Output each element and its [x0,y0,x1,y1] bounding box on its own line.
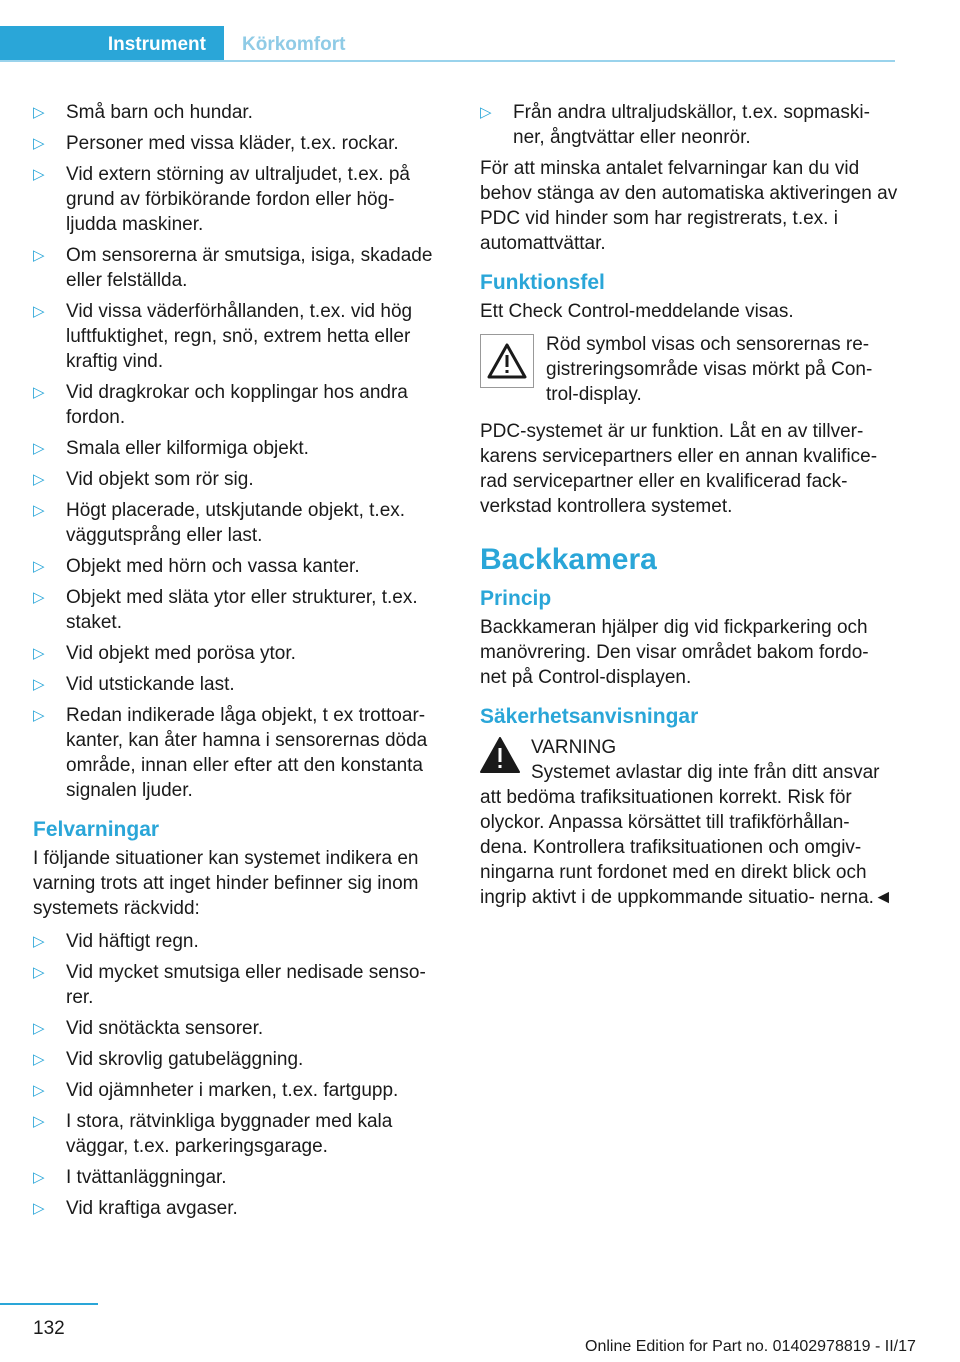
list-item-text: Små barn och hundar. [66,102,253,123]
list-item [33,1196,448,1221]
list-item-text: Vid extern störning av ultraljudet, t.ex. på grund av förbikörande fordon eller hög‐ ljudda maskiner. [66,164,410,235]
bullet-triangle-icon: ▷ [33,104,45,121]
heading-princip: Princip [480,587,552,610]
funktionsfel-text: Ett Check Control-meddelande visas. [480,301,794,322]
list-item [33,436,448,461]
bullet-triangle-icon: ▷ [33,589,45,606]
funktionsfel-service-text: PDC-systemet är ur funktion. Låt en av tillver‐ karens servicepartners eller en annan kvalifice‐ rad servicepartner eller en kvalificerad fack‐ verkstad kontrollera systemet. [480,421,878,517]
list-item-text: Vid dragkrokar och kopplingar hos andra fordon. [66,382,408,428]
tab-korkomfort[interactable]: Körkomfort [242,34,346,55]
list-item-text: Vid mycket smutsiga eller nedisade senso‐ rer. [66,962,426,1008]
bullet-triangle-icon: ▷ [33,964,45,981]
list-item [33,703,448,803]
heading-backkamera: Backkamera [480,543,657,576]
bullet-triangle-icon: ▷ [33,558,45,575]
pdc-paragraph: För att minska antalet felvarningar kan du vid behov stänga av den automatiska aktiveringen av PDC vid hinder som har registrerats, t.ex. i automattvättar. [480,158,898,254]
bullet-triangle-icon: ▷ [33,166,45,183]
list-item-text: Vid skrovlig gatubeläggning. [66,1049,304,1070]
list-item [33,1047,448,1072]
bullet-triangle-icon: ▷ [33,247,45,264]
list-item-text: Objekt med hörn och vassa kanter. [66,556,360,577]
warning-triangle-icon [480,334,534,388]
list-item [33,960,448,1010]
list-item-text: Objekt med släta ytor eller strukturer, t.ex. staket. [66,587,418,633]
list-item-text: Smala eller kilformiga objekt. [66,438,309,459]
bullet-triangle-icon: ▷ [33,933,45,950]
list-item [33,1016,448,1041]
page-header [0,0,960,62]
bullet-triangle-icon: ▷ [33,1169,45,1186]
list-item [33,554,448,579]
bullet-triangle-icon: ▷ [480,104,492,121]
felvarningar-intro: I följande situationer kan systemet indikera en varning trots att inget hinder befinner sig inom systemets räckvidd: [33,848,419,919]
list-item-text: Vid objekt med porösa ytor. [66,643,296,664]
left-column [33,100,448,1227]
warning-block [480,735,898,910]
list-item [33,498,448,548]
bullet-triangle-icon: ▷ [33,676,45,693]
list-item-text: Personer med vissa kläder, t.ex. rockar. [66,133,399,154]
header-divider [0,60,895,62]
tab-instrument[interactable] [0,26,224,62]
page-number: 132 [33,1318,65,1339]
bullet-triangle-icon: ▷ [33,303,45,320]
list-item [33,1165,448,1190]
list-item [33,929,448,954]
bullet-triangle-icon: ▷ [33,384,45,401]
list-item [33,672,448,697]
list-item-text: Vid objekt som rör sig. [66,469,254,490]
bullet-triangle-icon: ▷ [33,1051,45,1068]
footer-divider [0,1303,98,1305]
bullet-triangle-icon: ▷ [33,1082,45,1099]
list-item-text: Från andra ultraljudskällor, t.ex. sopmaski‐ ner, ångtvättar eller neonrör. [513,102,870,148]
list-item-text: Högt placerade, utskjutande objekt, t.ex. väggutsprång eller last. [66,500,406,546]
bullet-triangle-icon: ▷ [33,135,45,152]
warning-filled-icon [480,737,520,780]
list-item [33,162,448,237]
list-item-text: Vid utstickande last. [66,674,235,695]
list-item-text: Vid vissa väderförhållanden, t.ex. vid hög luftfuktighet, regn, snö, extrem hetta eller kraftig vind. [66,301,413,372]
list-item-text: Redan indikerade låga objekt, t ex trottoar‐ kanter, kan åter hamna i sensorernas döda område, innan eller efter att den konstanta signalen ljuder. [66,705,428,801]
bullet-triangle-icon: ▷ [33,471,45,488]
list-item-text: Vid häftigt regn. [66,931,199,952]
red-symbol-note [480,332,898,407]
edition-text: Online Edition for Part no. 01402978819 - II/17 [585,1338,916,1355]
list-item [33,299,448,374]
princip-text: Backkameran hjälper dig vid fickparkering och manövrering. Den visar området bakom fordo‐ net på Control-displayen. [480,617,869,688]
list-item [33,243,448,293]
bullet-triangle-icon: ▷ [33,1113,45,1130]
list-item-text: I stora, rätvinkliga byggnader med kala väggar, t.ex. parkeringsgarage. [66,1111,393,1157]
bullet-triangle-icon: ▷ [33,707,45,724]
bullet-triangle-icon: ▷ [33,1200,45,1217]
list-item [33,585,448,635]
warning-text-first: Systemet avlastar dig inte från ditt ansvar [531,762,880,783]
bullet-triangle-icon: ▷ [33,440,45,457]
list-item [33,131,448,156]
list-item [33,1078,448,1103]
bullet-triangle-icon: ▷ [33,645,45,662]
bullet-triangle-icon: ▷ [33,1020,45,1037]
bullet-list-ultrasound [480,100,898,150]
heading-felvarningar: Felvarningar [33,818,160,841]
list-item-text: I tvättanläggningar. [66,1167,227,1188]
list-item-text: Vid snötäckta sensorer. [66,1018,264,1039]
list-item [480,100,898,150]
heading-funktionsfel: Funktionsfel [480,271,605,294]
list-item-text: Vid ojämnheter i marken, t.ex. fartgupp. [66,1080,399,1101]
tab-instrument-label: Instrument [107,34,206,55]
bullet-list-limitations [33,100,448,803]
red-symbol-text: Röd symbol visas och sensorernas re‐ gistreringsområde visas mörkt på Con‐ trol-display. [546,334,873,405]
heading-sakerhetsanvisningar: Säkerhetsanvisningar [480,705,699,728]
bullet-triangle-icon: ▷ [33,502,45,519]
list-item-text: Om sensorerna är smutsiga, isiga, skadade eller felställda. [66,245,433,291]
warning-text-rest: att bedöma trafiksituationen korrekt. Risk för olyckor. Anpassa körsättet till trafikförhållan‐ dena. Kontrollera trafiksituationen och omgiv‐ ningarna runt fordonet med en direkt blick och ingrip aktivt i de uppkommande situatio‐ nerna.◄ [480,787,893,908]
list-item [33,641,448,666]
list-item [33,1109,448,1159]
list-item-text: Vid kraftiga avgaser. [66,1198,238,1219]
right-column [480,100,898,910]
warning-title: VARNING [531,737,617,758]
list-item [33,467,448,492]
bullet-list-false-warnings [33,929,448,1221]
list-item [33,380,448,430]
list-item [33,100,448,125]
